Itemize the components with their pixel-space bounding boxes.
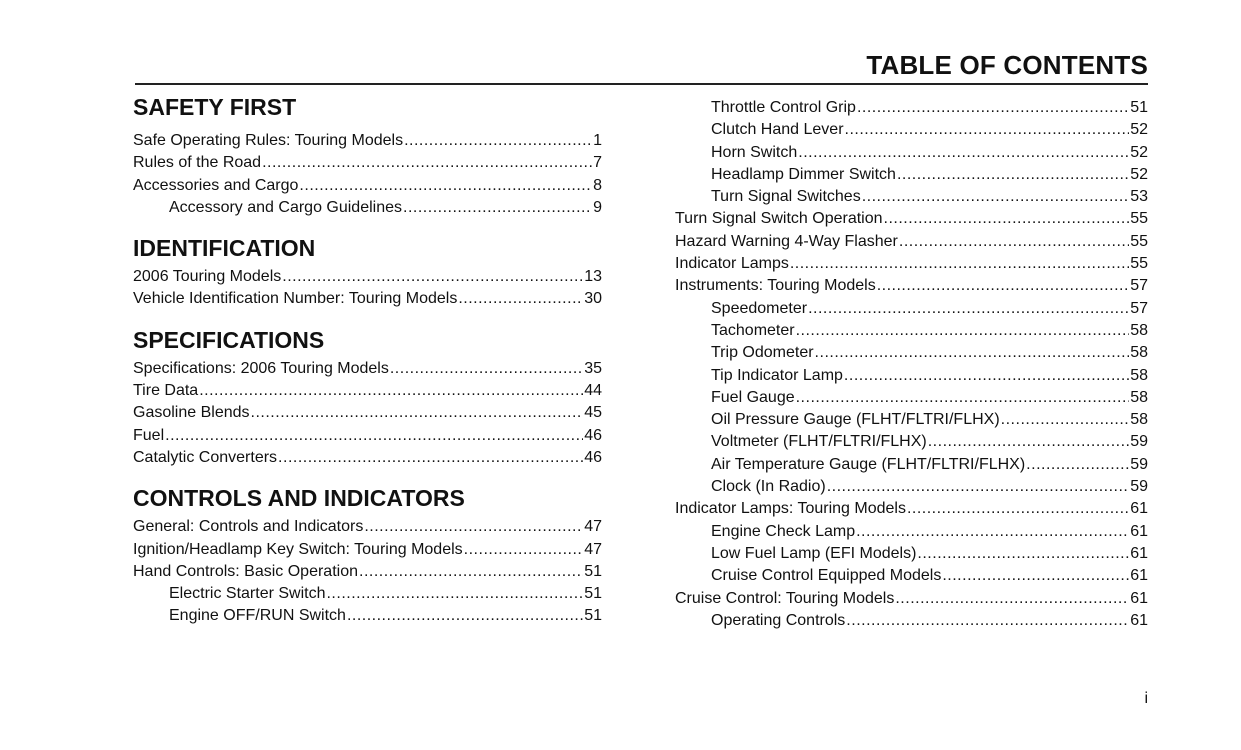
toc-entry[interactable]: [675, 342, 1148, 364]
dot-leader: [326, 583, 583, 605]
dot-leader: [884, 208, 1130, 230]
toc-entry-label: Fuel: [133, 426, 165, 444]
toc-entry-page: 13: [584, 268, 602, 286]
toc-entry-label: 2006 Touring Models: [133, 268, 282, 286]
toc-entry-page: 53: [1130, 188, 1148, 206]
toc-entry-page: 44: [584, 382, 602, 400]
toc-entry-label: Turn Signal Switches: [711, 188, 861, 206]
toc-entry-page: 35: [584, 359, 602, 377]
toc-entry-label: Accessories and Cargo: [133, 176, 299, 194]
dot-leader: [458, 288, 583, 310]
toc-entry[interactable]: [675, 454, 1148, 476]
toc-entry-page: 51: [584, 562, 602, 580]
toc-right-column: [675, 97, 1148, 632]
toc-entry-label: Clutch Hand Lever: [711, 121, 844, 139]
toc-entry-label: Speedometer: [711, 299, 808, 317]
toc-entry-label: Engine OFF/RUN Switch: [169, 607, 346, 625]
toc-entry[interactable]: [133, 358, 602, 380]
dot-leader: [262, 152, 592, 174]
toc-entry[interactable]: [133, 288, 602, 310]
toc-entry[interactable]: [133, 539, 602, 561]
toc-entry-page: 9: [593, 198, 602, 216]
toc-entry-page: 61: [1130, 544, 1148, 562]
toc-entry[interactable]: [675, 476, 1148, 498]
toc-entry[interactable]: [675, 142, 1148, 164]
toc-entry-label: Throttle Control Grip: [711, 99, 856, 116]
toc-entry-page: 57: [1130, 299, 1148, 317]
toc-entry-label: Operating Controls: [711, 611, 846, 629]
section-heading: IDENTIFICATION: [133, 235, 316, 262]
toc-entry[interactable]: [133, 516, 602, 538]
toc-entry[interactable]: [675, 208, 1148, 230]
toc-entry-label: Headlamp Dimmer Switch: [711, 165, 896, 183]
dot-leader: [403, 197, 592, 219]
toc-entry-label: Hand Controls: Basic Operation: [133, 562, 358, 580]
toc-entry-label: Specifications: 2006 Touring Models: [133, 359, 389, 377]
toc-entry[interactable]: [675, 298, 1148, 320]
dot-leader: [808, 298, 1129, 320]
toc-entry-label: Instruments: Touring Models: [675, 277, 876, 295]
dot-leader: [877, 275, 1130, 297]
toc-entry[interactable]: [675, 565, 1148, 587]
toc-entry[interactable]: [675, 253, 1148, 275]
dot-leader: [942, 565, 1129, 587]
toc-entry[interactable]: [675, 97, 1148, 119]
toc-entry[interactable]: [133, 583, 602, 605]
dot-leader: [364, 516, 583, 538]
dot-leader: [907, 498, 1129, 520]
toc-entry-label: Turn Signal Switch Operation: [675, 210, 883, 228]
toc-entry-label: Low Fuel Lamp (EFI Models): [711, 544, 917, 562]
toc-entry-page: 58: [1130, 388, 1148, 406]
toc-entry-page: 55: [1130, 255, 1148, 273]
toc-entry-page: 51: [584, 585, 602, 603]
dot-leader: [844, 365, 1129, 387]
page-number: i: [1144, 690, 1148, 707]
toc-entry-page: 55: [1130, 232, 1148, 250]
toc-entry-label: Voltmeter (FLHT/FLTRI/FLHX): [711, 433, 927, 451]
toc-entry[interactable]: [133, 197, 602, 219]
dot-leader: [815, 342, 1130, 364]
toc-entry[interactable]: [675, 275, 1148, 297]
toc-entry[interactable]: [675, 231, 1148, 253]
toc-entry-label: Catalytic Converters: [133, 448, 278, 466]
toc-entry[interactable]: [675, 521, 1148, 543]
toc-entry-label: Hazard Warning 4-Way Flasher: [675, 232, 898, 250]
toc-entry-label: Oil Pressure Gauge (FLHT/FLTRI/FLHX): [711, 411, 1000, 429]
toc-entry-label: Cruise Control Equipped Models: [711, 567, 942, 585]
dot-leader: [899, 231, 1129, 253]
toc-entry-label: Clock (In Radio): [711, 478, 826, 496]
dot-leader: [897, 164, 1129, 186]
toc-entry-label: Accessory and Cargo Guidelines: [169, 198, 403, 216]
toc-entry[interactable]: [675, 543, 1148, 565]
dot-leader: [796, 320, 1130, 342]
toc-entry-page: 61: [1130, 522, 1148, 540]
dot-leader: [359, 561, 583, 583]
toc-entry[interactable]: [675, 431, 1148, 453]
dot-leader: [390, 358, 583, 380]
section-heading: SAFETY FIRST: [133, 94, 297, 120]
toc-entry-page: 58: [1130, 321, 1148, 339]
toc-entry-page: 30: [584, 290, 602, 308]
toc-entry-page: 7: [593, 154, 602, 172]
title-divider: [135, 83, 1148, 85]
dot-leader: [282, 266, 583, 288]
dot-leader: [251, 402, 584, 424]
toc-entry[interactable]: [675, 164, 1148, 186]
toc-entry-page: 51: [584, 607, 602, 625]
dot-leader: [827, 476, 1130, 498]
toc-entry[interactable]: [133, 130, 602, 152]
toc-entry[interactable]: [133, 605, 602, 627]
section-heading: CONTROLS AND INDICATORS: [133, 485, 465, 512]
dot-leader: [790, 253, 1129, 275]
toc-entry-page: 47: [584, 518, 602, 536]
toc-entry-label: Gasoline Blends: [133, 404, 250, 422]
dot-leader: [862, 186, 1130, 208]
toc-entry[interactable]: [675, 610, 1148, 632]
dot-leader: [796, 387, 1130, 409]
toc-entry-label: Tire Data: [133, 382, 199, 400]
toc-entry-page: 58: [1130, 344, 1148, 362]
toc-entry[interactable]: [675, 588, 1148, 610]
toc-entry-page: 58: [1130, 411, 1148, 429]
toc-entry-page: 1: [593, 132, 602, 149]
toc-entry-label: Cruise Control: Touring Models: [675, 589, 895, 607]
toc-entry[interactable]: [675, 320, 1148, 342]
toc-entry[interactable]: [675, 409, 1148, 431]
dot-leader: [299, 175, 592, 197]
toc-entry-label: Ignition/Headlamp Key Switch: Touring Models: [133, 540, 463, 558]
toc-entry-label: Indicator Lamps: Touring Models: [675, 500, 906, 518]
toc-entry-label: General: Controls and Indicators: [133, 518, 364, 536]
dot-leader: [165, 425, 583, 447]
dot-leader: [347, 605, 583, 627]
toc-left-column: [133, 92, 602, 628]
toc-entry-page: 59: [1130, 433, 1148, 451]
toc-entry-page: 61: [1130, 589, 1148, 607]
page-title: TABLE OF CONTENTS: [866, 50, 1148, 80]
toc-entry-page: 52: [1130, 121, 1148, 139]
toc-entry-label: Horn Switch: [711, 143, 798, 161]
toc-entry-label: Tip Indicator Lamp: [711, 366, 843, 384]
dot-leader: [928, 431, 1129, 453]
dot-leader: [856, 521, 1129, 543]
toc-entry-page: 47: [584, 540, 602, 558]
toc-entry-page: 45: [584, 404, 602, 422]
dot-leader: [895, 588, 1129, 610]
dot-leader: [1026, 454, 1129, 476]
toc-entry-label: Safe Operating Rules: Touring Models: [133, 132, 404, 149]
dot-leader: [857, 97, 1129, 119]
toc-entry-page: 58: [1130, 366, 1148, 384]
toc-entry-page: 51: [1130, 99, 1148, 116]
toc-entry[interactable]: [133, 266, 602, 288]
section-heading: SPECIFICATIONS: [133, 326, 325, 353]
toc-entry-label: Rules of the Road: [133, 154, 262, 172]
toc-entry[interactable]: [675, 387, 1148, 409]
toc-entry-label: Air Temperature Gauge (FLHT/FLTRI/FLHX): [711, 455, 1026, 473]
toc-entry[interactable]: [675, 119, 1148, 141]
toc-entry[interactable]: [133, 561, 602, 583]
toc-entry[interactable]: [675, 186, 1148, 208]
dot-leader: [404, 130, 592, 152]
toc-entry[interactable]: [675, 365, 1148, 387]
toc-entry-label: Vehicle Identification Number: Touring Models: [133, 290, 458, 308]
toc-entry-page: 46: [584, 448, 602, 466]
toc-entry[interactable]: [133, 447, 602, 469]
toc-entry[interactable]: [133, 175, 602, 197]
toc-entry[interactable]: [133, 402, 602, 424]
toc-entry-page: 52: [1130, 143, 1148, 161]
toc-entry-page: 61: [1130, 611, 1148, 629]
toc-entry-page: 59: [1130, 455, 1148, 473]
toc-entry-label: Electric Starter Switch: [169, 585, 326, 603]
toc-entry-label: Fuel Gauge: [711, 388, 795, 406]
toc-entry[interactable]: [133, 380, 602, 402]
toc-entry-label: Tachometer: [711, 321, 795, 339]
dot-leader: [199, 380, 583, 402]
toc-entry-label: Engine Check Lamp: [711, 522, 856, 540]
dot-leader: [846, 610, 1129, 632]
toc-entry-page: 55: [1130, 210, 1148, 228]
dot-leader: [845, 119, 1130, 141]
toc-entry-page: 59: [1130, 478, 1148, 496]
toc-entry-page: 8: [593, 176, 602, 194]
dot-leader: [1001, 409, 1130, 431]
toc-entry-page: 61: [1130, 567, 1148, 585]
toc-entry[interactable]: [133, 425, 602, 447]
toc-entry-page: 52: [1130, 165, 1148, 183]
dot-leader: [278, 447, 583, 469]
dot-leader: [464, 539, 584, 561]
toc-entry[interactable]: [133, 152, 602, 174]
toc-entry-label: Indicator Lamps: [675, 255, 789, 273]
dot-leader: [917, 543, 1129, 565]
toc-entry-page: 61: [1130, 500, 1148, 518]
toc-entry-page: 57: [1130, 277, 1148, 295]
toc-entry[interactable]: [675, 498, 1148, 520]
toc-entry-page: 46: [584, 426, 602, 444]
dot-leader: [798, 142, 1129, 164]
toc-entry-label: Trip Odometer: [711, 344, 814, 362]
